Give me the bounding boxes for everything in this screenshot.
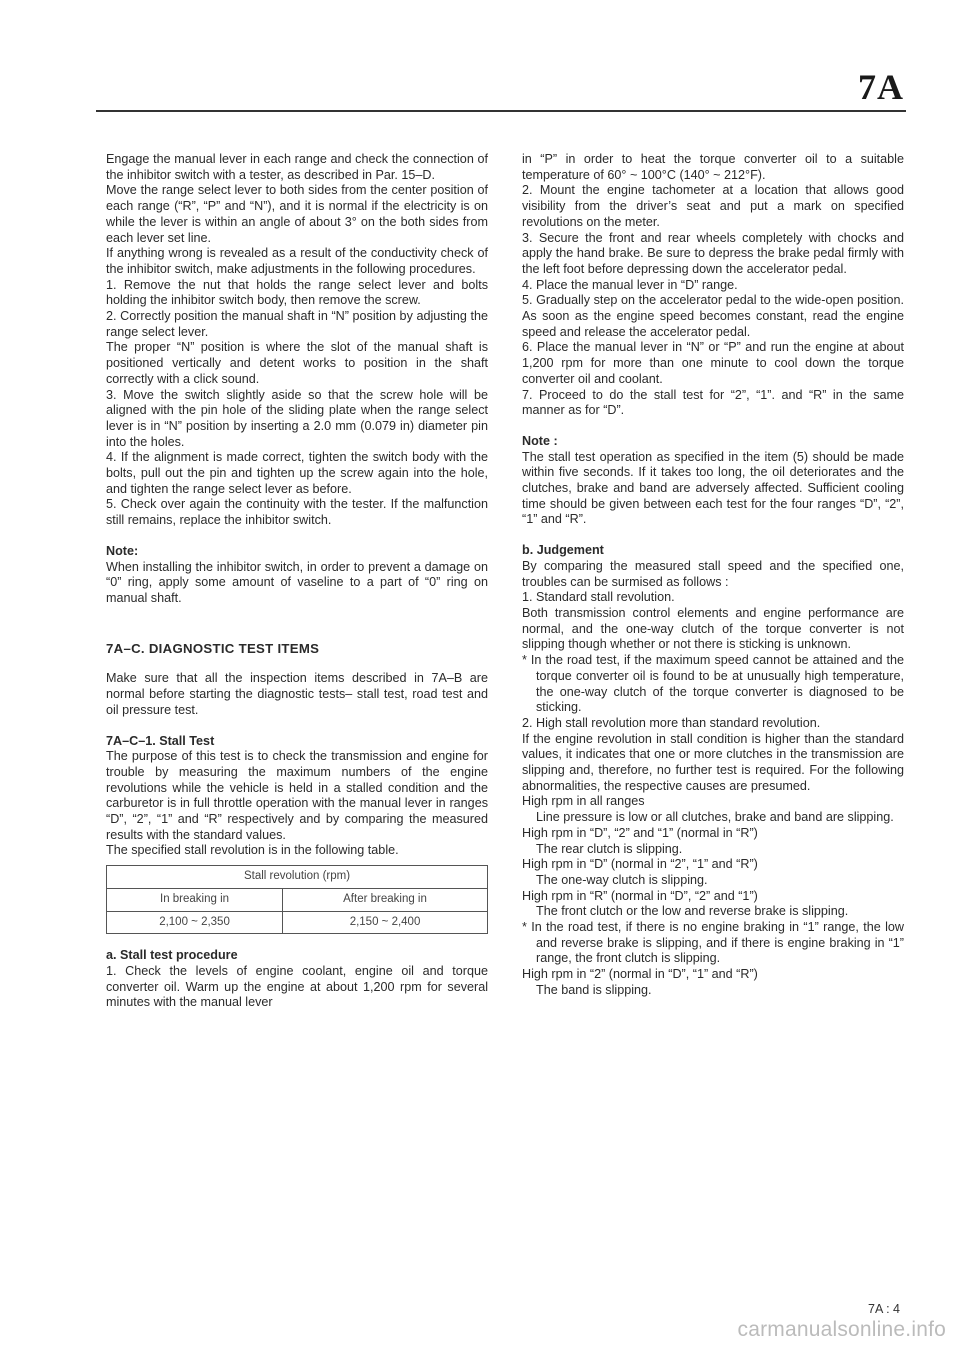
note-title: Note: [106,543,139,558]
table-cell: 2,150 ~ 2,400 [283,911,488,934]
section-mark: 7A [858,67,904,107]
page-number: 7A : 4 [868,1302,900,1316]
step: 1. Check the levels of engine coolant, engine oil and torque converter oil. Warm up the engine at about 1,200 rpm for several minutes with the manual lever [106,963,488,1010]
table-header: After breaking in [283,888,488,911]
step: 1. Standard stall revolution. [522,590,675,605]
step: 6. Place the manual lever in “N” or “P” and run the engine at about 1,200 rpm for more than one minute to cool down the torque converter oil and coolant. [522,340,904,386]
table-cell: 2,100 ~ 2,350 [107,911,283,934]
step: 4. If the alignment is made correct, tighten the switch body with the bolts, pull out the pin and tighten up the screw again into the hole, and tighten the range select lever as before. [106,450,488,496]
condition: High rpm in all ranges [522,794,645,809]
condition: High rpm in “2” (normal in “D”, “1” and “R”) [522,967,758,982]
paragraph: The purpose of this test is to check the transmission and engine for trouble by measuring the maximum numbers of the engine revolutions while the vehicle is held in a stalled condition and the carburetor is in full throttle operation with the manual lever in ranges “D”, “2”, “1” and “R” respectively and by comparing the measured results with the standard values. [106,749,488,842]
step: 3. Move the switch slightly aside so that the screw hole will be aligned with the pin hole of the sliding plate when the range select lever is in “N” position by inserting a 2.0 mm (0.079 in) diameter pin into the holes. [106,387,488,449]
section-heading: 7A–C. DIAGNOSTIC TEST ITEMS [106,640,320,656]
paragraph: in “P” in order to heat the torque converter oil to a suitable temperature of 60° ~ 100°C (140° ~ 212°F). [522,152,904,182]
condition: High rpm in “D”, “2” and “1” (normal in “R”) [522,825,758,840]
right-column [522,152,904,999]
paragraph: Make sure that all the inspection items described in 7A–B are normal before starting the diagnostic tests– stall test, road test and oil pressure test. [106,671,488,717]
step: 2. Mount the engine tachometer at a location that allows good visibility from the driver’s seat and put a mark on specified revolutions on the meter. [522,183,904,229]
step: 2. High stall revolution more than standard revolution. [522,715,821,730]
cause: The front clutch or the low and reverse brake is slipping. [536,904,849,919]
step: 3. Secure the front and rear wheels completely with chocks and apply the hand brake. Be sure to depress the brake pedal firmly with the left foot before depressing down the accelerator pedal. [522,230,904,276]
condition: High rpm in “D” (normal in “2”, “1” and “R”) [522,857,758,872]
step: 5. Check over again the continuity with the tester. If the malfunction still remains, replace the inhibitor switch. [106,497,488,528]
footnote: * In the road test, if the maximum speed cannot be attained and the torque converter oil is found to be at unusually high temperature, the one-way clutch of the torque converter is diagnosed to be sticking. [522,653,904,715]
paragraph: Both transmission control elements and engine performance are normal, and the one-way clutch of the torque converter is not slipping though whether or not there is sticking is unknown. [522,605,904,652]
table-caption: Stall revolution (rpm) [107,866,488,889]
left-column [106,152,488,1011]
cause: Line pressure is low or all clutches, brake and band are slipping. [536,810,894,825]
note-text: The stall test operation as specified in the item (5) should be made within five seconds. If it takes too long, the oil deteriorates and the clutches, brake and band are adversely affected. Sufficient cooling time should be given between each test for the four ranges “D”, “2”, “1” and “R”. [522,449,904,527]
step: 5. Gradually step on the accelerator pedal to the wide-open position. As soon as the engine speed becomes constant, read the engine speed and release the accelerator pedal. [522,293,904,339]
paragraph: The specified stall revolution is in the following table. [106,843,399,858]
footnote: * In the road test, if there is no engine braking in “1” range, the low and reverse brake is slipping, and if there is engine braking in “1” range, the front clutch is slipping. [522,920,904,966]
header-rule [96,110,906,112]
cause: The rear clutch is slipping. [536,841,683,856]
note-title: Note : [522,433,558,448]
subsection-heading: 7A–C–1. Stall Test [106,733,215,748]
paragraph: The proper “N” position is where the slot of the manual shaft is positioned vertically and detent works to position in the shaft correctly with a click sound. [106,340,488,386]
step: 1. Remove the nut that holds the range select lever and bolts holding the inhibitor switch body, then remove the screw. [106,277,488,308]
subsection-heading: b. Judgement [522,543,604,558]
paragraph: If anything wrong is revealed as a result of the conductivity check of the inhibitor switch, make adjustments in the following procedures. [106,246,488,276]
condition: High rpm in “R” (normal in “D”, “2” and “1”) [522,888,758,903]
paragraph: Move the range select lever to both sides from the center position of each range (“R”, “P” and “N”), and it is normal if the electricity is on while the lever is within an angle of about 3° on the both sides from each lever set line. [106,183,488,245]
step: 4. Place the manual lever in “D” range. [522,277,738,292]
note-text: When installing the inhibitor switch, in order to prevent a damage on “0” ring, apply some amount of vaseline to a part of “0” ring on manual shaft. [106,559,488,605]
paragraph: Engage the manual lever in each range and check the connection of the inhibitor switch with a tester, as described in Par. 15–D. [106,152,488,182]
table-header: In breaking in [107,888,283,911]
subsection-heading: a. Stall test procedure [106,948,238,963]
paragraph: By comparing the measured stall speed and the specified one, troubles can be surmised as follows : [522,558,904,589]
cause: The band is slipping. [536,982,652,997]
paragraph: If the engine revolution in stall condition is higher than the standard values, it indicates that one or more clutches in the transmission are slipping and, therefore, no further test is required. For the following abnormalities, the respective causes are presumed. [522,731,904,793]
step: 2. Correctly position the manual shaft in “N” position by adjusting the range select lever. [106,309,488,339]
cause: The one-way clutch is slipping. [536,872,708,887]
step: 7. Proceed to do the stall test for “2”, “1”. and “R” in the same manner as for “D”. [522,387,904,418]
watermark: carmanualsonline.info [737,1318,946,1341]
stall-revolution-table [106,865,488,934]
